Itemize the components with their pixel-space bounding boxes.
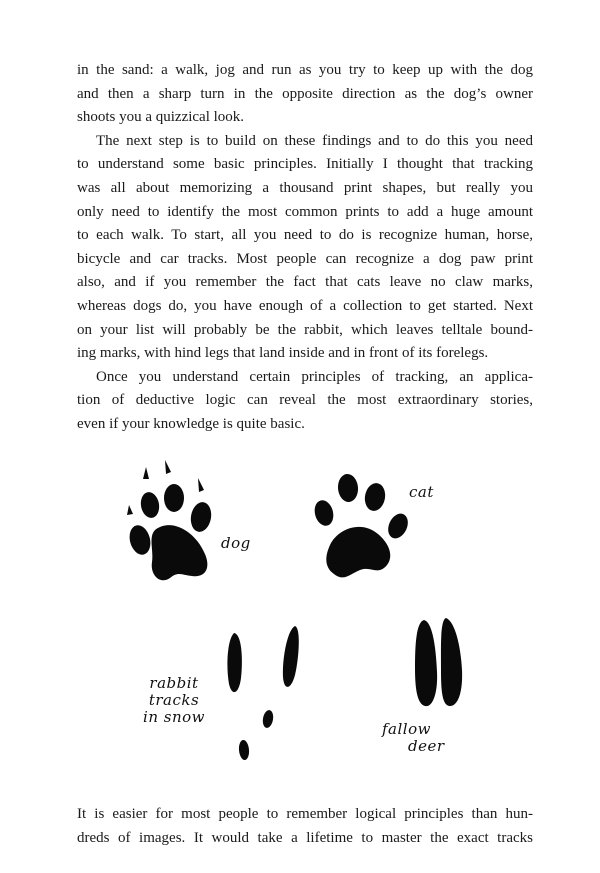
rabbit-label-line: tracks [148,691,200,709]
rabbit-label-line: rabbit [149,674,199,692]
rabbit-fore-print [262,709,275,728]
text-line: even if your knowledge is quite basic. [77,415,305,432]
text-line: and then a sharp turn in the opposite direction as the dog’s owner [77,85,533,102]
text-line: The next step is to build on these findings and to do this you need [96,132,533,149]
text-line: also, and if you remember the fact that cats leave no claw marks, [77,274,533,291]
deer-hoof-half [415,620,437,706]
rabbit-label [126,675,222,726]
text-line: in the sand: a walk, jog and run as you try to keep up with the dog [77,62,533,78]
deer-label-line: deer [408,737,445,755]
text-line: dreds of images. It would take a lifetime to master the exact tracks [77,829,533,846]
text-line: only need to identify the most common prints to add a huge amount [77,203,533,220]
deer-hoof-half [441,618,462,706]
text-line: whereas dogs do, you have enough of a collection to get started. Next [77,297,533,314]
rabbit-hind-print [227,633,241,692]
rabbit-fore-print [238,740,250,761]
deer-label-line: fallow [382,720,431,738]
paragraph-4 [77,803,533,850]
text-line: Once you understand certain principles of tracking, an applica- [96,368,533,385]
cat-main-pad [326,527,390,578]
dog-claw-mark [198,478,204,492]
cat-toe-pad [384,510,411,541]
cat-toe-pad [337,473,359,503]
fallow-deer-print [415,618,462,706]
dog-toe-pad [139,491,161,520]
deer-label [382,721,462,755]
text-line: to understand some basic principles. Initially I thought that tracking [77,156,533,173]
rabbit-label-line: in snow [143,708,205,726]
cat-toe-pad [312,498,336,528]
dog-claw-mark [165,460,171,474]
dog-toe-pad [164,484,184,512]
text-line: ing marks, with hind legs that land inside and in front of its forelegs. [77,345,489,362]
text-line: was all about memorizing a thousand print shapes, but really you [77,179,533,196]
dog-paw-print [126,460,213,580]
text-line: bicycle and car tracks. Most people can recognize a dog paw print [77,250,533,267]
dog-toe-pad [126,523,153,557]
text-line: shoots you a quizzical look. [77,109,245,126]
rabbit-hind-print [283,626,299,687]
cat-toe-pad [363,481,388,512]
dog-toe-pad [189,500,214,533]
text-line: to each walk. To start, all you need to do is recognize human, horse, [77,227,533,244]
rabbit-tracks [227,626,298,760]
cat-paw-print [312,473,412,577]
body-text-bottom [77,803,533,850]
dog-label: dog [221,534,251,552]
text-line: tion of deductive logic can reveal the most extraordinary stories, [77,392,533,409]
dog-claw-mark [127,505,133,515]
dog-claw-mark [143,467,149,479]
dog-main-pad [152,525,208,580]
text-line: It is easier for most people to remember logical principles than hun- [77,806,533,822]
text-line: on your list will probably be the rabbit, which leaves telltale bound- [77,321,533,338]
cat-label: cat [409,483,434,501]
